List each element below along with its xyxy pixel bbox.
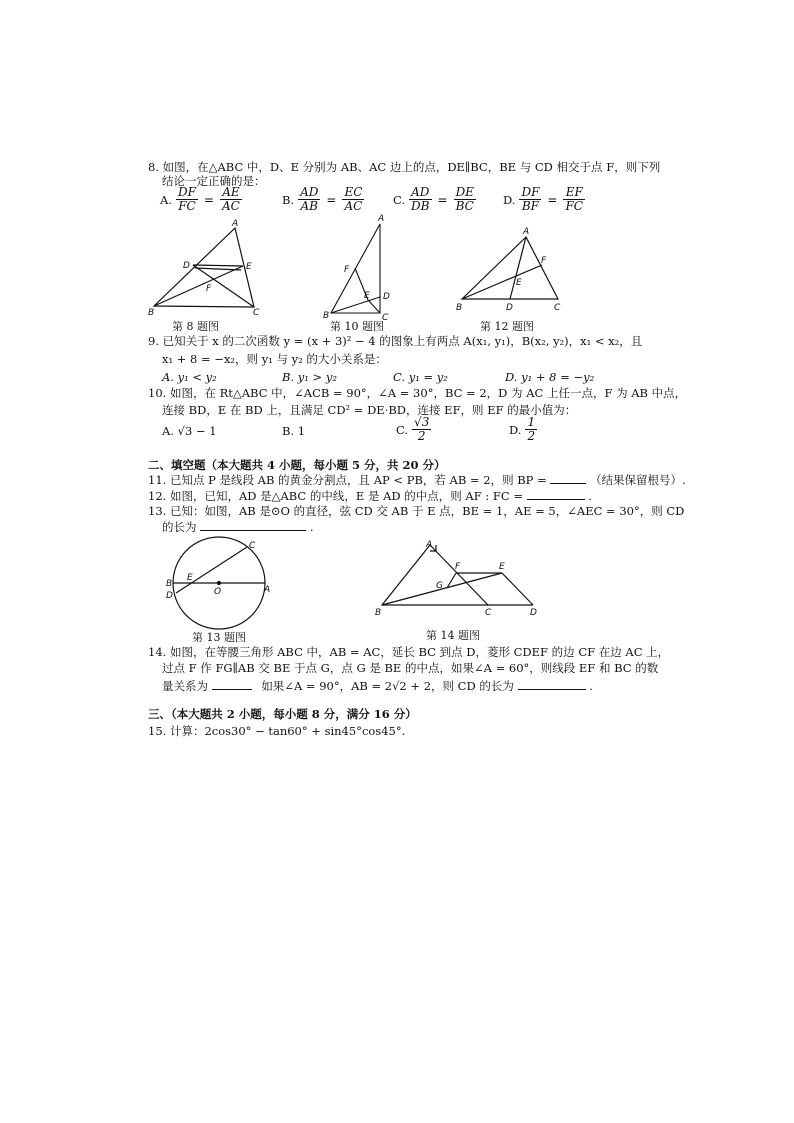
numerator: AD [300,185,319,199]
fig13-label: E [187,573,193,583]
q13-tail: . [309,520,314,534]
denominator: DB [411,199,430,213]
fig13-label: O [214,587,222,597]
fraction [342,186,364,213]
q12 [148,489,592,503]
q9-line2: x₁ + 8 = −x₂，则 y₁ 与 y₂ 的大小关系是： [162,352,387,366]
denominator: BF [521,199,540,213]
fraction [454,186,476,213]
fig12-label: B [456,303,463,313]
denominator: BC [455,199,474,213]
q10-line2: 连接 BD，E 在 BD 上，且满足 CD² = DE·BD，连接 EF，则 EF 的最小值为： [162,403,577,417]
section-2-title: 二、填空题（本大题共 4 小题，每小题 5 分，共 20 分） [148,458,446,472]
fig14-label: A [426,540,433,550]
q14-answer-blank-2[interactable] [518,679,586,690]
q8-option-d [503,186,585,213]
q9-line1: 9. 已知关于 x 的二次函数 y = (x + 3)² − 4 的图象上有两点 A(x₁, y₁)，B(x₂, y₂)，x₁ < x₂，且 [148,334,643,348]
q10-option-c-label: C. [396,422,409,437]
fig8-label: F [206,284,212,294]
fig14-label: D [530,608,537,618]
numerator: AD [409,186,431,200]
fraction [220,186,242,213]
q14-line1: 14. 如图，在等腰三角形 ABC 中，AB = AC，延长 BC 到点 D，菱形 CDEF 的边 CF 在边 AC 上， [148,645,670,659]
denominator: AB [300,199,318,213]
q13-line2 [162,520,313,534]
q8-option-a [160,186,242,213]
fig10-label: C [382,313,389,323]
denominator: AC [221,199,240,213]
fig8-label: C [253,308,260,318]
q11 [148,473,686,487]
q13-line2-text: 的长为 [162,520,197,534]
fig14-label: B [375,608,382,618]
numerator: DF [521,185,540,199]
numerator: EF [563,186,585,200]
fig12-label: D [506,303,513,313]
denominator: 2 [417,429,426,443]
q12-tail: . [588,489,592,503]
fig10-label: B [323,311,330,321]
section-3-title: 三、（本大题共 2 小题，每小题 8 分，满分 16 分） [148,707,417,721]
fig12-label: F [541,256,547,266]
q10-line1: 10. 如图，在 Rt△ABC 中，∠ACB = 90°，∠A = 30°，BC = 2，D 为 AC 上任一点，F 为 AB 中点， [148,386,687,400]
fig13-label: A [264,585,271,595]
fig14-label: G [436,581,443,591]
q11-tail: （结果保留根号）. [590,473,686,487]
fig10-label: D [383,292,390,302]
fig8-label: A [232,219,239,229]
q8-line1: 8. 如图，在△ABC 中，D、E 分别为 AB、AC 边上的点，DE∥BC，BE 与 CD 相交于点 F，则下列 [148,160,661,174]
equals-sign: = [547,192,558,207]
q8-option-c-label: C. [393,192,406,207]
fraction [525,416,537,443]
q11-answer-blank[interactable] [550,473,586,484]
fig14-label: C [485,608,492,618]
fraction [563,186,585,213]
fraction [519,186,541,213]
q9-option-c: C. y₁ = y₂ [393,370,448,384]
q10-option-d [509,416,537,443]
q13-line1: 13. 已知：如图，AB 是⊙O 的直径，弦 CD 交 AB 于 E 点，BE = 1，AE = 5，∠AEC = 30°，则 CD [148,504,685,518]
q12-text: 12. 如图，已知，AD 是△ABC 的中线，E 是 AD 的中点，则 AF : FC = [148,489,523,503]
q9-option-b: B. y₁ > y₂ [282,370,337,384]
equals-sign: = [326,192,337,207]
numerator: EC [344,185,363,199]
q8-option-d-label: D. [503,192,516,207]
fig12-label: A [523,227,530,237]
figure-8-caption: 第 8 题图 [172,320,219,333]
q11-text: 11. 已知点 P 是线段 AB 的黄金分割点，且 AP < PB，若 AB = 2，则 BP = [148,473,547,487]
fig13-label: C [249,541,256,551]
equals-sign: = [203,192,214,207]
q10-option-b: B. 1 [282,424,306,438]
denominator: AC [344,199,363,213]
q9-option-d: D. y₁ + 8 = −y₂ [505,370,595,384]
q8-line2: 结论一定正确的是： [162,174,266,188]
q14-answer-blank-1[interactable] [212,679,252,690]
q15: 15. 计算：2cos30° − tan60° + sin45°cos45°. [148,724,406,738]
equals-sign: = [437,192,448,207]
q8-option-b-label: B. [282,192,295,207]
numerator: 1 [527,415,536,429]
figure-10-caption: 第 10 题图 [330,320,384,333]
fig10-label: F [344,265,350,275]
figure-14-caption: 第 14 题图 [426,629,480,642]
numerator: DE [455,185,474,199]
q12-answer-blank[interactable] [527,489,585,500]
numerator: √3 [414,415,430,429]
denominator: FC [178,199,196,213]
q14-line3-tail: . [589,679,593,693]
q14-line3-text-a: 量关系为 [162,679,208,693]
q8-option-a-label: A. [160,192,172,207]
fraction [409,186,431,213]
q14-line2: 过点 F 作 FG∥AB 交 BE 于点 G，点 G 是 BE 的中点，如果∠A = 60°，则线段 EF 和 BC 的数 [162,661,659,675]
fig13-label: D [166,591,173,601]
fig13-label: B [166,579,173,589]
fig12-label: E [516,278,522,288]
q14-line3-text-b: 如果∠A = 90°，AB = 2√2 + 2，则 CD 的长为 [261,679,514,693]
figure-12-caption: 第 12 题图 [480,320,534,333]
q13-answer-blank[interactable] [200,520,306,531]
q8-option-c [393,186,476,213]
fig8-label: E [246,262,252,272]
numerator: AE [220,186,242,200]
fig14-label: E [499,562,505,572]
q10-option-c [396,416,431,443]
denominator: FC [565,199,583,213]
fig10-label: A [378,214,385,224]
q14-line3 [162,679,593,693]
fraction [298,186,320,213]
numerator: DF [177,185,196,199]
fig8-label: D [183,261,190,271]
fig10-label: E [364,291,370,301]
fraction [412,416,431,443]
figure-13-caption: 第 13 题图 [192,631,246,644]
q9-option-a: A. y₁ < y₂ [162,370,217,384]
q8-option-b [282,186,364,213]
fig8-label: B [148,308,155,318]
q10-option-d-label: D. [509,422,522,437]
fig12-label: C [554,303,561,313]
denominator: 2 [527,429,536,443]
fig14-label: F [455,562,461,572]
fraction [176,186,198,213]
q10-option-a: A. √3 − 1 [162,424,217,438]
